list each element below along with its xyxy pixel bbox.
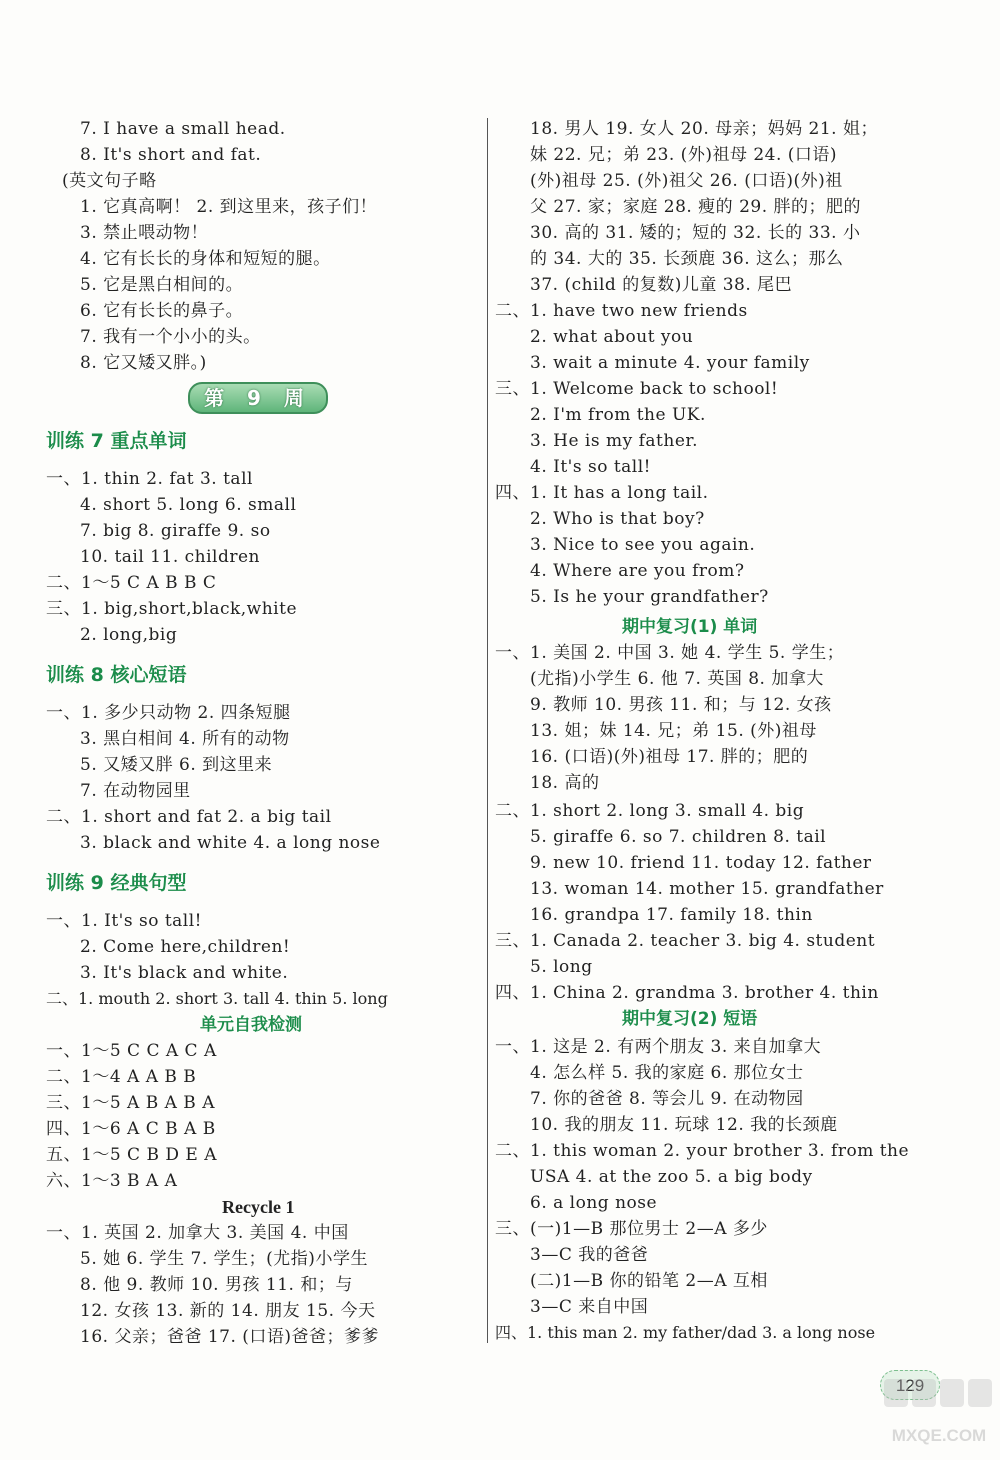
answer-line: 二、1. mouth 2. short 3. tall 4. thin 5. long [46, 989, 388, 1008]
answer-line: 3—C 我的爸爸 [530, 1245, 649, 1265]
answer-line: 3. black and white 4. a long nose [80, 833, 381, 853]
answer-line: 二、1. this woman 2. your brother 3. from the [495, 1141, 910, 1161]
answer-line: 18. 男人 19. 女人 20. 母亲；妈妈 21. 姐； [530, 119, 878, 139]
answer-line: 2. what about you [530, 327, 694, 347]
answer-line: 二、1. short 2. long 3. small 4. big [495, 801, 805, 821]
section-heading: 期中复习(2) 短语 [622, 1009, 758, 1029]
answer-line: 三、(一)1—B 那位男士 2—A 多少 [495, 1219, 768, 1239]
answer-line: (英文句子略 [62, 171, 157, 191]
answer-line: 三、1～5 A B A B A [46, 1093, 215, 1113]
answer-line: 7. 你的爸爸 8. 等会儿 9. 在动物园 [530, 1089, 804, 1109]
answer-line: (二)1—B 你的铅笔 2—A 互相 [530, 1271, 768, 1291]
answer-line: 7. 在动物园里 [80, 781, 191, 801]
watermark-text: MXQE.COM [891, 1426, 987, 1445]
answer-line: 二、1～4 A A B B [46, 1067, 197, 1087]
section-heading: Recycle 1 [222, 1197, 295, 1217]
section-heading: 单元自我检测 [200, 1015, 302, 1035]
answer-line: 13. woman 14. mother 15. grandfather [530, 879, 884, 899]
answer-line: 4. short 5. long 6. small [80, 495, 297, 515]
answer-line: 2. Come here,children! [80, 937, 291, 957]
answer-line: 6. 它有长长的鼻子。 [80, 301, 244, 321]
answer-line: 一、1. 英国 2. 加拿大 3. 美国 4. 中国 [46, 1223, 349, 1243]
answer-line: 5. Is he your grandfather? [530, 587, 769, 607]
answer-line: 父 27. 家；家庭 28. 瘦的 29. 胖的；肥的 [530, 197, 862, 217]
answer-line: 3. Nice to see you again. [530, 535, 756, 555]
answer-line: 二、1～5 C A B B C [46, 573, 217, 593]
answer-line: 5. 她 6. 学生 7. 学生；(尤指)小学生 [80, 1249, 368, 1269]
column-divider [487, 118, 488, 1343]
answer-line: 9. new 10. friend 11. today 12. father [530, 853, 872, 873]
answer-line: 9. 教师 10. 男孩 11. 和；与 12. 女孩 [530, 695, 832, 715]
answer-line: 16. 父亲；爸爸 17. (口语)爸爸；爹爹 [80, 1327, 380, 1347]
section-heading: 训练 9 经典句型 [46, 872, 187, 894]
answer-line: 7. big 8. giraffe 9. so [80, 521, 271, 541]
section-heading: 训练 8 核心短语 [46, 664, 187, 686]
answer-line: 5. 它是黑白相间的。 [80, 275, 244, 295]
answer-line: 3. 黑白相间 4. 所有的动物 [80, 729, 290, 749]
answer-line: 一、1. 多少只动物 2. 四条短腿 [46, 703, 291, 723]
answer-line: 4. 它有长长的身体和短短的腿。 [80, 249, 331, 269]
answer-line: 妹 22. 兄；弟 23. (外)祖母 24. (口语) [530, 145, 838, 165]
answer-line: 四、1～6 A C B A B [46, 1119, 216, 1139]
answer-line: 三、1. big,short,black,white [46, 599, 298, 619]
answer-line: (外)祖母 25. (外)祖父 26. (口语)(外)祖 [530, 171, 843, 191]
answer-line: 13. 姐；妹 14. 兄；弟 15. (外)祖母 [530, 721, 817, 741]
answer-line: 一、1. 美国 2. 中国 3. 她 4. 学生 5. 学生； [495, 643, 845, 663]
answer-line: 2. long,big [80, 625, 178, 645]
answer-line: 五、1～5 C B D E A [46, 1145, 217, 1165]
answer-line: 5. giraffe 6. so 7. children 8. tail [530, 827, 827, 847]
answer-line: 37. (child 的复数)儿童 38. 尾巴 [530, 275, 793, 295]
section-heading: 期中复习(1) 单词 [622, 617, 758, 637]
answer-line: 2. Who is that boy? [530, 509, 705, 529]
answer-line: 5. 又矮又胖 6. 到这里来 [80, 755, 273, 775]
answer-line: 四、1. It has a long tail. [495, 483, 709, 503]
answer-line: 5. long [530, 957, 593, 977]
answer-line: (尤指)小学生 6. 他 7. 英国 8. 加拿大 [530, 669, 824, 689]
answer-line: 四、1. China 2. grandma 3. brother 4. thin [495, 983, 879, 1003]
answer-line: 7. 我有一个小小的头。 [80, 327, 261, 347]
answer-line: USA 4. at the zoo 5. a big body [530, 1167, 813, 1187]
answer-line: 一、1. 这是 2. 有两个朋友 3. 来自加拿大 [495, 1037, 822, 1057]
answer-line: 四、1. this man 2. my father/dad 3. a long nose [495, 1323, 876, 1342]
answer-line: 一、1. thin 2. fat 3. tall [46, 469, 253, 489]
answer-line: 3—C 来自中国 [530, 1297, 649, 1317]
answer-line: 6. a long nose [530, 1193, 658, 1213]
answer-line: 18. 高的 [530, 773, 600, 793]
answer-line: 六、1～3 B A A [46, 1171, 178, 1191]
answer-line: 4. 怎么样 5. 我的家庭 6. 那位女士 [530, 1063, 804, 1083]
answer-line: 二、1. have two new friends [495, 301, 748, 321]
page-number: 129 [880, 1370, 940, 1400]
answer-line: 3. 禁止喂动物！ [80, 223, 209, 243]
answer-line: 2. I'm from the UK. [530, 405, 706, 425]
answer-line: 16. (口语)(外)祖母 17. 胖的；肥的 [530, 747, 809, 767]
answer-line: 8. 他 9. 教师 10. 男孩 11. 和；与 [80, 1275, 353, 1295]
answer-line: 12. 女孩 13. 新的 14. 朋友 15. 今天 [80, 1301, 376, 1321]
answer-line: 一、1～5 C C A C A [46, 1041, 217, 1061]
answer-line: 8. It's short and fat. [80, 145, 262, 165]
answer-line: 30. 高的 31. 矮的；短的 32. 长的 33. 小 [530, 223, 861, 243]
answer-line: 7. I have a small head. [80, 119, 286, 139]
answer-line: 4. Where are you from? [530, 561, 745, 581]
answer-line: 3. wait a minute 4. your family [530, 353, 810, 373]
answer-line: 3. He is my father. [530, 431, 699, 451]
answer-line: 3. It's black and white. [80, 963, 289, 983]
answer-line: 一、1. It's so tall! [46, 911, 203, 931]
week-banner: 第 9 周 [188, 382, 328, 414]
answer-line: 三、1. Welcome back to school! [495, 379, 779, 399]
answer-line: 二、1. short and fat 2. a big tail [46, 807, 332, 827]
answer-line: 三、1. Canada 2. teacher 3. big 4. student [495, 931, 876, 951]
watermark-logo [880, 1375, 998, 1455]
answer-line: 的 34. 大的 35. 长颈鹿 36. 这么；那么 [530, 249, 844, 269]
answer-line: 10. 我的朋友 11. 玩球 12. 我的长颈鹿 [530, 1115, 838, 1135]
section-heading: 训练 7 重点单词 [46, 430, 187, 452]
answer-line: 4. It's so tall! [530, 457, 652, 477]
answer-line: 10. tail 11. children [80, 547, 260, 567]
answer-line: 1. 它真高啊！ 2. 到这里来，孩子们！ [80, 197, 378, 217]
answer-line: 8. 它又矮又胖。) [80, 353, 207, 373]
answer-line: 16. grandpa 17. family 18. thin [530, 905, 813, 925]
